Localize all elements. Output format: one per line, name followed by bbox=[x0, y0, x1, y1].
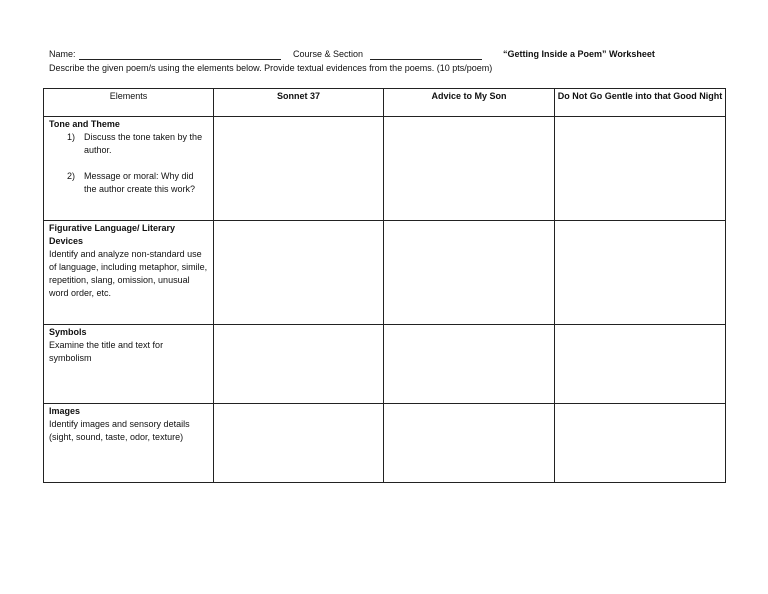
answer-cell-sonnet-37[interactable] bbox=[214, 325, 384, 404]
element-cell-tone-and-theme bbox=[44, 117, 214, 221]
list-item-number: 2) bbox=[67, 171, 76, 181]
column-header-sonnet-37: Sonnet 37 bbox=[214, 89, 384, 117]
table-row bbox=[44, 404, 726, 483]
column-header-advice-to-my-son: Advice to My Son bbox=[384, 89, 555, 117]
course-section-label: Course & Section bbox=[293, 49, 364, 59]
list-item bbox=[67, 170, 208, 196]
list-item-text: Discuss the tone taken by the author. bbox=[84, 132, 203, 155]
answer-cell-advice-to-my-son[interactable] bbox=[384, 117, 555, 221]
answer-cell-advice-to-my-son[interactable] bbox=[384, 221, 555, 325]
column-header-do-not-go-gentle: Do Not Go Gentle into that Good Night bbox=[555, 89, 726, 117]
table-row bbox=[44, 117, 726, 221]
answer-cell-sonnet-37[interactable] bbox=[214, 117, 384, 221]
header-line bbox=[49, 49, 669, 63]
list-item bbox=[67, 131, 208, 157]
table-header-row bbox=[44, 89, 726, 117]
element-cell-figurative-language bbox=[44, 221, 214, 325]
element-description: Identify and analyze non-standard use of language, including metaphor, simile, repetition, slang, omission, unusual word order, etc. bbox=[49, 249, 208, 298]
list-item-number: 1) bbox=[67, 132, 76, 142]
column-header-elements: Elements bbox=[44, 89, 214, 117]
answer-cell-advice-to-my-son[interactable] bbox=[384, 404, 555, 483]
answer-cell-sonnet-37[interactable] bbox=[214, 404, 384, 483]
element-title: Symbols bbox=[49, 327, 87, 337]
element-cell-symbols bbox=[44, 325, 214, 404]
answer-cell-do-not-go-gentle[interactable] bbox=[555, 404, 726, 483]
worksheet-title: “Getting Inside a Poem” Worksheet bbox=[503, 49, 655, 59]
table-row bbox=[44, 221, 726, 325]
element-description: Identify images and sensory details (sight, sound, taste, odor, texture) bbox=[49, 419, 190, 442]
element-description: Examine the title and text for symbolism bbox=[49, 340, 164, 363]
instructions: Describe the given poem/s using the elements below. Provide textual evidences from the poems. (10 pts/poem) bbox=[49, 63, 493, 73]
answer-cell-do-not-go-gentle[interactable] bbox=[555, 221, 726, 325]
answer-cell-sonnet-37[interactable] bbox=[214, 221, 384, 325]
course-section-field[interactable] bbox=[370, 59, 482, 60]
worksheet-table bbox=[43, 88, 726, 483]
name-label: Name: bbox=[49, 49, 76, 59]
answer-cell-advice-to-my-son[interactable] bbox=[384, 325, 555, 404]
name-field[interactable] bbox=[79, 59, 281, 60]
answer-cell-do-not-go-gentle[interactable] bbox=[555, 325, 726, 404]
element-title: Figurative Language/ Literary Devices bbox=[49, 223, 176, 246]
table-row bbox=[44, 325, 726, 404]
list-item-text: Message or moral: Why did the author create this work? bbox=[84, 171, 196, 194]
element-title: Images bbox=[49, 406, 81, 416]
answer-cell-do-not-go-gentle[interactable] bbox=[555, 117, 726, 221]
element-cell-images bbox=[44, 404, 214, 483]
element-title: Tone and Theme bbox=[49, 119, 120, 129]
